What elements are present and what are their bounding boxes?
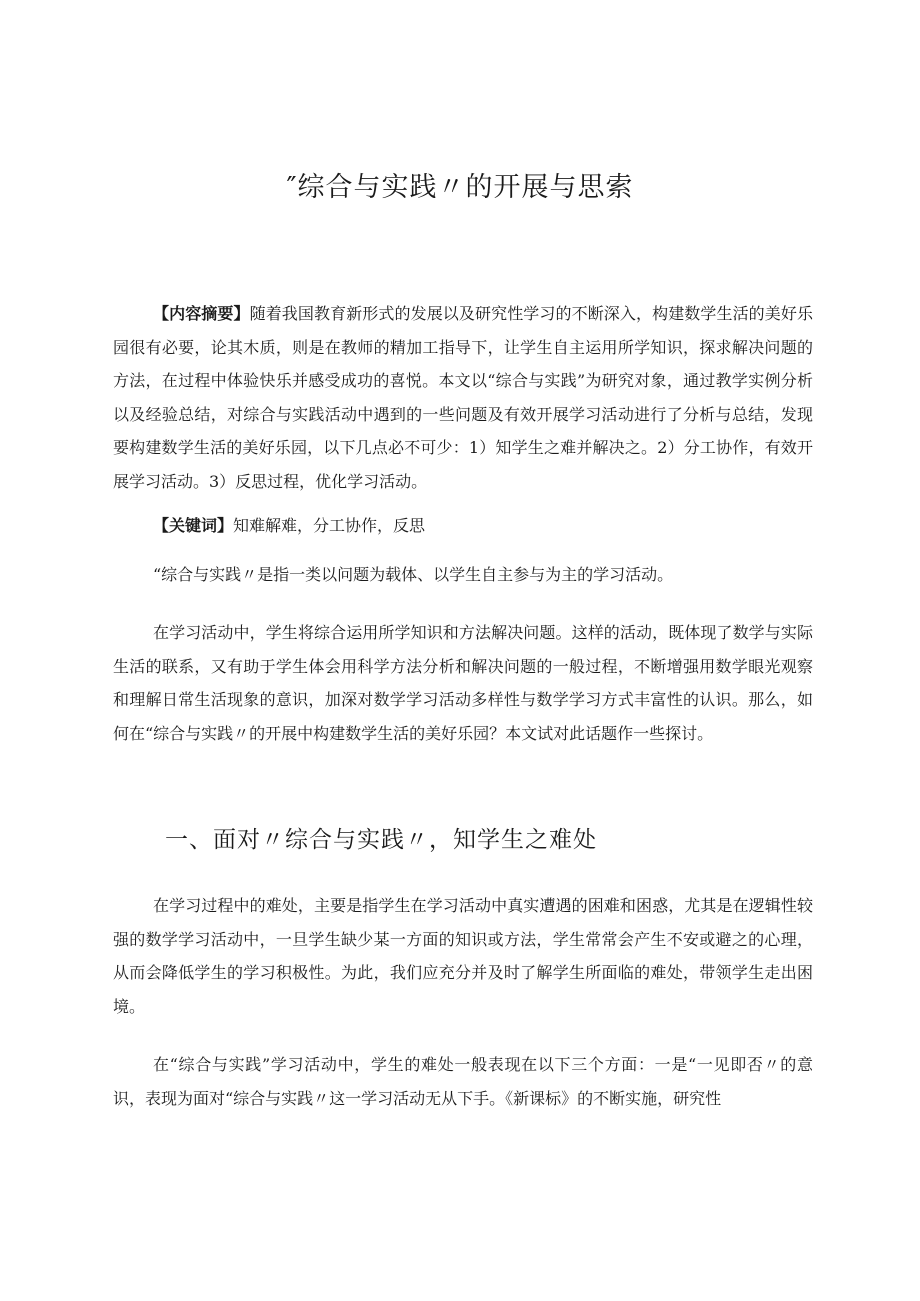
intro-paragraph-1: “综合与实践〃是指一类以问题为载体、以学生自主参与为主的学习活动。 — [153, 565, 674, 584]
intro-paragraph-2: 在学习活动中，学生将综合运用所学知识和方法解决问题。这样的活动，既体现了数学与实际生活的联系，又有助于学生体会用科学方法分析和解决问题的一般过程，不断增强用数学眼光观察和理解日常生活现象的意识，加深对数学学习活动多样性与数学学习方式丰富性的认识。那么，如何在“综合与实践〃的开展中构建数学生活的美好乐园？本文试对此话题作一些探讨。 — [113, 623, 813, 743]
keywords-paragraph — [113, 509, 813, 543]
keywords-label: 【关键词】 — [153, 516, 234, 535]
section-1-heading: 一、面对〃综合与实践〃，知学生之难处 — [165, 827, 597, 853]
abstract-label: 【内容摘要】 — [153, 304, 250, 323]
section-1-paragraph-2: 在“综合与实践”学习活动中，学生的难处一般表现在以下三个方面：一是“一见即否〃的意识，表现为面对“综合与实践〃这一学习活动无从下手。《新课标》的不断实施，研究性 — [113, 1055, 813, 1108]
section-1-paragraph-1: 在学习过程中的难处，主要是指学生在学习活动中真实遭遇的困难和困惑，尤其是在逻辑性较强的数学学习活动中，一旦学生缺少某一方面的知识或方法，学生常常会产生不安或避之的心理，从而会降低学生的学习积极性。为此，我们应充分并及时了解学生所面临的难处，带领学生走出困境。 — [113, 896, 813, 1016]
abstract-text: 随着我国教育新形式的发展以及研究性学习的不断深入，构建数学生活的美好乐园很有必要，论其木质，则是在教师的精加工指导下，让学生自主运用所学知识，探求解决问题的方法，在过程中体验快乐并感受成功的喜悦。本文以“综合与实践”为研究对象，通过教学实例分析以及经验总结，对综合与实践活动中遇到的一些问题及有效开展学习活动进行了分析与总结，发现要构建数学生活的美好乐园，以下几点必不可少：1）知学生之难并解决之。2）分工协作，有效开展学习活动。3）反思过程，优化学习活动。 — [113, 304, 813, 491]
document-title: ″综合与实践〃的开展与思索 — [286, 172, 634, 203]
abstract-paragraph — [113, 297, 813, 498]
keywords-text: 知难解难，分工协作，反思 — [233, 516, 426, 535]
